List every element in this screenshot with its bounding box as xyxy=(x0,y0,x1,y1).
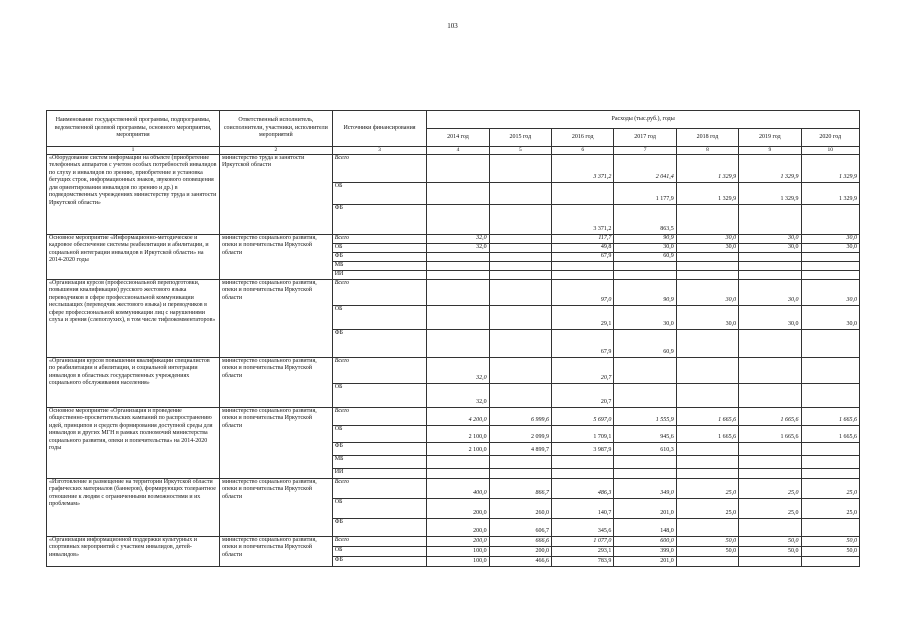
expense-value: 293,1 xyxy=(552,546,614,556)
expense-value: 260,0 xyxy=(489,498,551,518)
expense-value: 140,7 xyxy=(552,498,614,518)
expense-value: 1 665,6 xyxy=(676,425,738,442)
column-index: 2 xyxy=(220,147,333,155)
column-index: 6 xyxy=(552,147,614,155)
expense-value xyxy=(739,329,801,357)
expense-value: 1 665,6 xyxy=(676,407,738,425)
expense-value xyxy=(801,204,859,234)
expense-value xyxy=(801,556,859,566)
column-index: 5 xyxy=(489,147,551,155)
expense-value: 49,8 xyxy=(552,243,614,252)
expense-value xyxy=(489,279,551,305)
expense-value xyxy=(427,468,489,478)
expense-value: 1 329,9 xyxy=(801,182,859,204)
expense-value: 20,7 xyxy=(552,357,614,383)
expense-value: 783,9 xyxy=(552,556,614,566)
header-responsible: Ответственный исполнитель, соисполнители, участники, исполнители мероприятий xyxy=(220,111,333,147)
table-row xyxy=(47,357,860,383)
funding-source: Всего xyxy=(332,478,427,498)
expense-value: 666,6 xyxy=(489,536,551,546)
expense-value: 100,0 xyxy=(427,556,489,566)
expense-value: 50,0 xyxy=(739,536,801,546)
expense-value: 100,0 xyxy=(427,546,489,556)
expense-value: 67,9 xyxy=(552,252,614,261)
funding-source: ИИ xyxy=(332,468,427,478)
expense-value: 60,9 xyxy=(614,252,676,261)
expense-value: 50,0 xyxy=(801,546,859,556)
expense-value xyxy=(489,383,551,407)
responsible-executor: министерство социального развития, опеки и попечительства Иркутской области xyxy=(220,536,333,566)
activity-name: «Оборудование систем информации на объекте (приобретение телефонных аппаратов с учетом особых потребностей инвалидов по слуху и инвалидов по зрению, приобретение и установка бегущих строк, информационных знаков, звукового оповещения для ориентирования инвалидов по зрению и др.) в подведомственных учреждениях министерству труда и занятости Иркутской области» xyxy=(47,154,220,234)
expense-value xyxy=(801,252,859,261)
expense-value: 90,9 xyxy=(614,234,676,243)
expense-value xyxy=(676,252,738,261)
column-index: 4 xyxy=(427,147,489,155)
expense-value: 30,0 xyxy=(739,234,801,243)
expense-value: 30,0 xyxy=(614,305,676,329)
funding-source: ОБ xyxy=(332,383,427,407)
expense-value xyxy=(552,468,614,478)
funding-source: ИИ xyxy=(332,270,427,279)
expense-value: 945,6 xyxy=(614,425,676,442)
funding-source: Всего xyxy=(332,279,427,305)
expense-value: 201,0 xyxy=(614,556,676,566)
expense-value: 1 329,9 xyxy=(801,154,859,182)
header-name: Наименование государственной программы, подпрограммы, ведомственной целевой программы, основного мероприятия, мероприятия xyxy=(47,111,220,147)
expense-value xyxy=(427,329,489,357)
expense-value: 201,0 xyxy=(614,498,676,518)
table-row xyxy=(47,234,860,243)
expense-value xyxy=(676,329,738,357)
expense-value xyxy=(614,455,676,468)
expense-value: 200,0 xyxy=(427,498,489,518)
expense-value xyxy=(489,261,551,270)
funding-source: Всего xyxy=(332,154,427,182)
header-year: 2017 год xyxy=(614,129,676,147)
expense-value: 486,3 xyxy=(552,478,614,498)
activity-name: «Организация курсов повышения квалификации специалистов по реабилитации и абилитации, и социальной интеграции инвалидов в областных государственных учреждениях социального обслуживания населения» xyxy=(47,357,220,407)
column-index: 3 xyxy=(332,147,427,155)
expense-value: 30,0 xyxy=(739,243,801,252)
expense-value xyxy=(489,455,551,468)
expense-value xyxy=(676,468,738,478)
expense-value: 50,0 xyxy=(676,546,738,556)
expense-value xyxy=(427,455,489,468)
header-year: 2016 год xyxy=(552,129,614,147)
expense-value xyxy=(801,468,859,478)
expense-value: 30,0 xyxy=(801,279,859,305)
column-index: 9 xyxy=(739,147,801,155)
expense-value: 5 697,0 xyxy=(552,407,614,425)
expense-value xyxy=(614,357,676,383)
expense-value: 200,0 xyxy=(427,536,489,546)
expense-value xyxy=(739,252,801,261)
header-expenses: Расходы (тыс.руб.), годы xyxy=(427,111,860,129)
funding-source: Всего xyxy=(332,234,427,243)
funding-source: МБ xyxy=(332,455,427,468)
expense-value xyxy=(676,455,738,468)
page-number: 103 xyxy=(447,22,458,30)
expense-value: 3 371,2 xyxy=(552,204,614,234)
expense-value xyxy=(489,329,551,357)
expense-value xyxy=(614,261,676,270)
expense-value: 32,0 xyxy=(427,357,489,383)
expense-value xyxy=(801,261,859,270)
expense-value xyxy=(427,204,489,234)
expense-value: 67,9 xyxy=(552,329,614,357)
funding-source: ОБ xyxy=(332,425,427,442)
activity-name: Основное мероприятие «Организация и проведение общественно-просветительских кампаний по распространению идей, принципов и средств формирования доступной среды для инвалидов и других МГН в рамках полномочий министерства социального развития, опеки и попечительства» на 2014-2020 годы xyxy=(47,407,220,478)
expense-value: 25,0 xyxy=(739,478,801,498)
expense-value xyxy=(427,270,489,279)
responsible-executor: министерство труда и занятости Иркутской области xyxy=(220,154,333,234)
expense-value xyxy=(739,455,801,468)
expense-value: 30,0 xyxy=(739,305,801,329)
funding-source: ФБ xyxy=(332,556,427,566)
expense-value xyxy=(427,305,489,329)
header-year: 2018 год xyxy=(676,129,738,147)
expense-value xyxy=(489,204,551,234)
expense-value xyxy=(489,182,551,204)
expense-value: 1 555,9 xyxy=(614,407,676,425)
responsible-executor: министерство социального развития, опеки и попечительства Иркутской области xyxy=(220,357,333,407)
expense-value xyxy=(489,357,551,383)
expense-value: 466,6 xyxy=(489,556,551,566)
table-body xyxy=(47,154,860,566)
expense-value: 2 099,9 xyxy=(489,425,551,442)
expense-value: 117,7 xyxy=(552,234,614,243)
responsible-executor: министерство социального развития, опеки и попечительства Иркутской области xyxy=(220,478,333,536)
funding-source: ФБ xyxy=(332,329,427,357)
expense-value: 50,0 xyxy=(739,546,801,556)
expense-value xyxy=(552,182,614,204)
expense-value xyxy=(676,357,738,383)
expense-value xyxy=(676,383,738,407)
expense-value: 30,0 xyxy=(801,305,859,329)
expense-value: 32,0 xyxy=(427,243,489,252)
expense-value xyxy=(614,468,676,478)
expense-value: 20,7 xyxy=(552,383,614,407)
expense-value xyxy=(489,154,551,182)
table-row xyxy=(47,279,860,305)
expense-value xyxy=(489,234,551,243)
expense-value xyxy=(552,455,614,468)
header-year: 2019 год xyxy=(739,129,801,147)
expense-value xyxy=(739,270,801,279)
expense-value: 29,1 xyxy=(552,305,614,329)
budget-table xyxy=(46,110,860,567)
expense-value: 6 999,6 xyxy=(489,407,551,425)
expense-value: 25,0 xyxy=(739,498,801,518)
expense-value: 200,0 xyxy=(489,546,551,556)
expense-value: 1 665,6 xyxy=(739,407,801,425)
expense-value xyxy=(489,305,551,329)
expense-value: 1 077,0 xyxy=(552,536,614,546)
funding-source: Всего xyxy=(332,536,427,546)
expense-value xyxy=(676,556,738,566)
expense-value xyxy=(427,279,489,305)
activity-name: «Организация курсов (профессиональной переподготовки, повышения квалификации) русского жестового языка переводчиков в сфере профессиональной коммуникации неслышащих (переводчик жестового языка) и переводчиков в сфере профессиональной коммуникации лиц с нарушениями слуха и зрения (слепоглухих), в том числе тифлокомментаторов» xyxy=(47,279,220,357)
expense-value xyxy=(739,261,801,270)
table-row xyxy=(47,407,860,425)
funding-source: ФБ xyxy=(332,204,427,234)
expense-value xyxy=(739,468,801,478)
expense-value xyxy=(801,383,859,407)
expense-value: 2 041,4 xyxy=(614,154,676,182)
expense-value xyxy=(676,270,738,279)
column-index: 7 xyxy=(614,147,676,155)
expense-value: 30,0 xyxy=(676,234,738,243)
activity-name: Основное мероприятие «Информационно-методическое и кадровое обеспечение системы реабилитации и абилитации, и социальной интеграции инвалидов в Иркутской области» на 2014-2020 годы xyxy=(47,234,220,279)
table-row xyxy=(47,478,860,498)
expense-value xyxy=(801,442,859,455)
column-index: 8 xyxy=(676,147,738,155)
expense-value xyxy=(676,442,738,455)
table-row xyxy=(47,536,860,546)
expense-value: 3 987,9 xyxy=(552,442,614,455)
expense-value: 25,0 xyxy=(676,478,738,498)
expense-value: 30,0 xyxy=(676,243,738,252)
expense-value xyxy=(614,383,676,407)
expense-value xyxy=(427,154,489,182)
funding-source: Всего xyxy=(332,407,427,425)
table-row xyxy=(47,154,860,182)
funding-source: ФБ xyxy=(332,252,427,261)
funding-source: МБ xyxy=(332,261,427,270)
expense-value: 1 329,9 xyxy=(676,154,738,182)
expense-value: 1 665,6 xyxy=(801,407,859,425)
expense-value: 30,0 xyxy=(676,305,738,329)
responsible-executor: министерство социального развития, опеки и попечительства Иркутской области xyxy=(220,234,333,279)
expense-value: 4 899,7 xyxy=(489,442,551,455)
expense-value: 1 709,1 xyxy=(552,425,614,442)
expense-value xyxy=(489,468,551,478)
expense-value xyxy=(552,270,614,279)
expense-value: 25,0 xyxy=(801,498,859,518)
expense-value xyxy=(614,270,676,279)
expense-value: 97,0 xyxy=(552,279,614,305)
header-year: 2015 год xyxy=(489,129,551,147)
expense-value: 30,0 xyxy=(739,279,801,305)
responsible-executor: министерство социального развития, опеки и попечительства Иркутской области xyxy=(220,279,333,357)
expense-value xyxy=(489,270,551,279)
expense-value xyxy=(801,455,859,468)
expense-value: 148,0 xyxy=(614,518,676,536)
expense-value: 866,7 xyxy=(489,478,551,498)
expense-value xyxy=(801,329,859,357)
expense-value xyxy=(801,518,859,536)
column-index: 10 xyxy=(801,147,859,155)
responsible-executor: министерство социального развития, опеки и попечительства Иркутской области xyxy=(220,407,333,478)
expense-value: 863,5 xyxy=(614,204,676,234)
expense-value: 1 177,9 xyxy=(614,182,676,204)
expense-value: 30,0 xyxy=(614,243,676,252)
funding-source: ОБ xyxy=(332,546,427,556)
expense-value xyxy=(739,442,801,455)
header-year: 2014 год xyxy=(427,129,489,147)
column-index-row xyxy=(47,147,860,155)
funding-source: ОБ xyxy=(332,243,427,252)
expense-value xyxy=(489,243,551,252)
expense-value: 32,0 xyxy=(427,383,489,407)
expense-value xyxy=(739,357,801,383)
expense-value: 25,0 xyxy=(676,498,738,518)
expense-value xyxy=(427,252,489,261)
expense-value: 349,0 xyxy=(614,478,676,498)
expense-value: 2 100,0 xyxy=(427,442,489,455)
expense-value: 50,0 xyxy=(676,536,738,546)
column-index: 1 xyxy=(47,147,220,155)
expense-value: 606,7 xyxy=(489,518,551,536)
expense-value: 1 665,6 xyxy=(801,425,859,442)
expense-value xyxy=(801,270,859,279)
expense-value: 90,9 xyxy=(614,279,676,305)
expense-value: 600,0 xyxy=(614,536,676,546)
header-year: 2020 год xyxy=(801,129,859,147)
expense-value: 30,0 xyxy=(676,279,738,305)
expense-value: 400,0 xyxy=(427,478,489,498)
expense-value: 200,0 xyxy=(427,518,489,536)
expense-value: 610,3 xyxy=(614,442,676,455)
expense-value xyxy=(489,252,551,261)
expense-value: 25,0 xyxy=(801,478,859,498)
expense-value: 1 329,9 xyxy=(739,182,801,204)
activity-name: «Изготовление и размещение на территории Иркутской области графических материалов (баннеров), формирующих толерантное отношение к людям с ограниченными возможностями и их проблемам» xyxy=(47,478,220,536)
expense-value xyxy=(739,204,801,234)
expense-value xyxy=(552,261,614,270)
expense-value xyxy=(801,357,859,383)
expense-value: 1 329,9 xyxy=(676,182,738,204)
expense-value xyxy=(676,518,738,536)
expense-value: 1 329,9 xyxy=(739,154,801,182)
funding-source: ФБ xyxy=(332,442,427,455)
expense-value: 4 200,0 xyxy=(427,407,489,425)
expense-value: 2 100,0 xyxy=(427,425,489,442)
expense-value: 50,0 xyxy=(801,536,859,546)
funding-source: ОБ xyxy=(332,498,427,518)
expense-value xyxy=(676,261,738,270)
expense-value xyxy=(739,556,801,566)
funding-source: ФБ xyxy=(332,518,427,536)
expense-value xyxy=(676,204,738,234)
funding-source: Всего xyxy=(332,357,427,383)
activity-name: «Организация информационной поддержки культурных и спортивных мероприятий с участием инвалидов, детей-инвалидов» xyxy=(47,536,220,566)
expense-value: 1 665,6 xyxy=(739,425,801,442)
expense-value: 3 371,2 xyxy=(552,154,614,182)
header-source: Источники финансирования xyxy=(332,111,427,147)
expense-value xyxy=(427,182,489,204)
expense-value xyxy=(427,261,489,270)
expense-value: 30,0 xyxy=(801,234,859,243)
expense-value: 30,0 xyxy=(801,243,859,252)
expense-value: 60,9 xyxy=(614,329,676,357)
expense-value xyxy=(739,383,801,407)
expense-value xyxy=(739,518,801,536)
expense-value: 345,6 xyxy=(552,518,614,536)
funding-source: ОБ xyxy=(332,182,427,204)
expense-value: 399,0 xyxy=(614,546,676,556)
funding-source: ОБ xyxy=(332,305,427,329)
expense-value: 32,0 xyxy=(427,234,489,243)
